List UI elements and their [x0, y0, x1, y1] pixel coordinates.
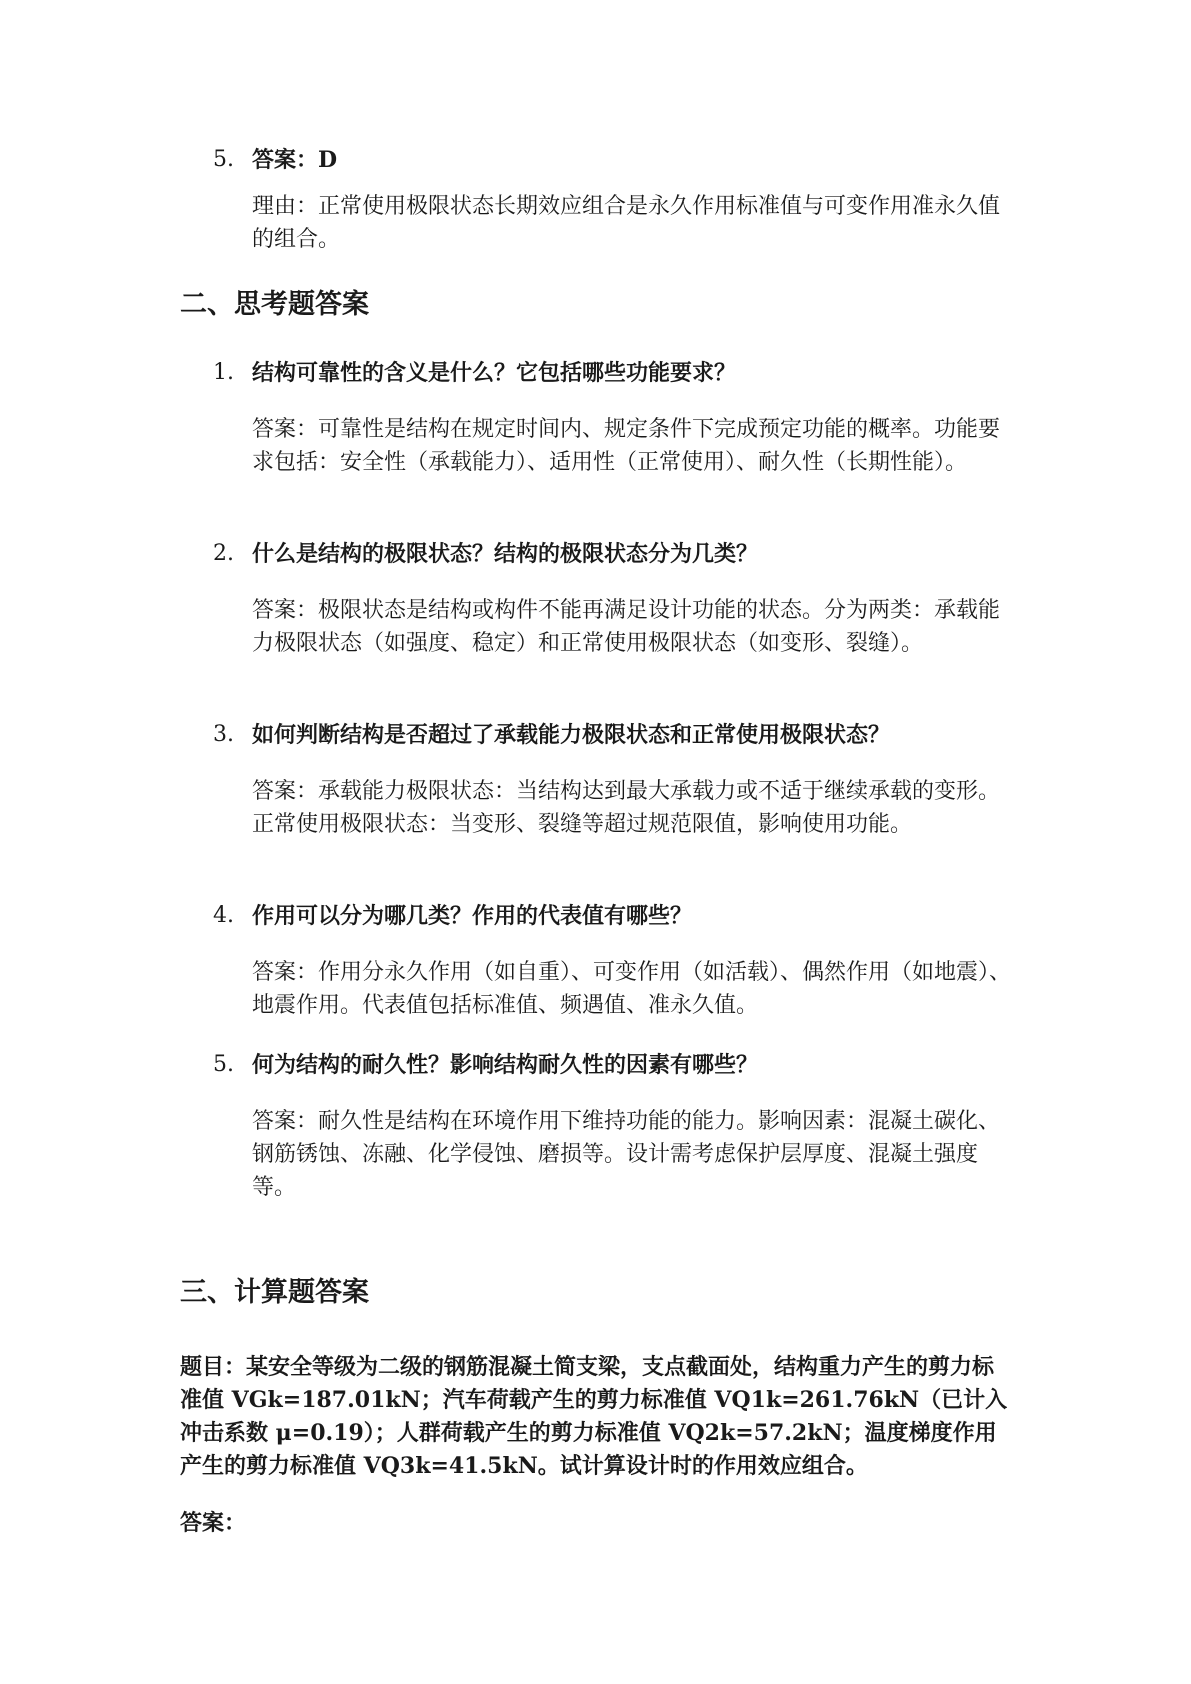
question-text: 什么是结构的极限状态？结构的极限状态分为几类？: [252, 541, 759, 567]
answer-text: 答案：作用分永久作用（如自重）、可变作用（如活载）、偶然作用（如地震）、地震作用。代表值包括标准值、频遇值、准永久值。: [252, 960, 1012, 1018]
question-text: 作用可以分为哪几类？作用的代表值有哪些？: [252, 903, 693, 929]
item-number: 5.: [213, 1052, 234, 1077]
question-text: 如何判断结构是否超过了承载能力极限状态和正常使用极限状态？: [252, 722, 891, 748]
answer-line: 答案：D: [252, 147, 338, 173]
question-text: 结构可靠性的含义是什么？它包括哪些功能要求？: [252, 360, 737, 386]
answer-text: 答案：承载能力极限状态：当结构达到最大承载力或不适于继续承载的变形。正常使用极限状态：当变形、裂缝等超过规范限值，影响使用功能。: [252, 779, 1001, 837]
item-number: 4.: [213, 903, 234, 928]
answer-text: 答案：极限状态是结构或构件不能再满足设计功能的状态。分为两类：承载能力极限状态（如强度、稳定）和正常使用极限状态（如变形、裂缝）。: [252, 598, 1001, 656]
section-heading: 三、计算题答案: [180, 1277, 369, 1308]
problem-statement: 题目：某安全等级为二级的钢筋混凝土简支梁，支点截面处，结构重力产生的剪力标准值 VGk=187.01kN；汽车荷载产生的剪力标准值 VQ1k=261.76kN（已计入冲击系数 μ=0.19）；人群荷载产生的剪力标准值 VQ2k=57.2kN；温度梯度作用产生的剪力标准值 VQ3k=41.5kN。试计算设计时的作用效应组合。: [180, 1354, 1008, 1479]
reason-text: 理由：正常使用极限状态长期效应组合是永久作用标准值与可变作用准永久值的组合。: [252, 194, 1001, 252]
answer-label: 答案：: [180, 1510, 247, 1536]
item-number: 1.: [213, 360, 234, 385]
section-heading: 二、思考题答案: [180, 289, 369, 320]
answer-text: 答案：耐久性是结构在环境作用下维持功能的能力。影响因素：混凝土碳化、钢筋锈蚀、冻融、化学侵蚀、磨损等。设计需考虑保护层厚度、混凝土强度等。: [252, 1109, 1001, 1200]
item-number: 5.: [213, 147, 234, 172]
item-number: 2.: [213, 541, 234, 566]
answer-text: 答案：可靠性是结构在规定时间内、规定条件下完成预定功能的概率。功能要求包括：安全性（承载能力）、适用性（正常使用）、耐久性（长期性能）。: [252, 417, 1001, 475]
question-text: 何为结构的耐久性？影响结构耐久性的因素有哪些？: [252, 1052, 759, 1078]
item-number: 3.: [213, 722, 234, 747]
